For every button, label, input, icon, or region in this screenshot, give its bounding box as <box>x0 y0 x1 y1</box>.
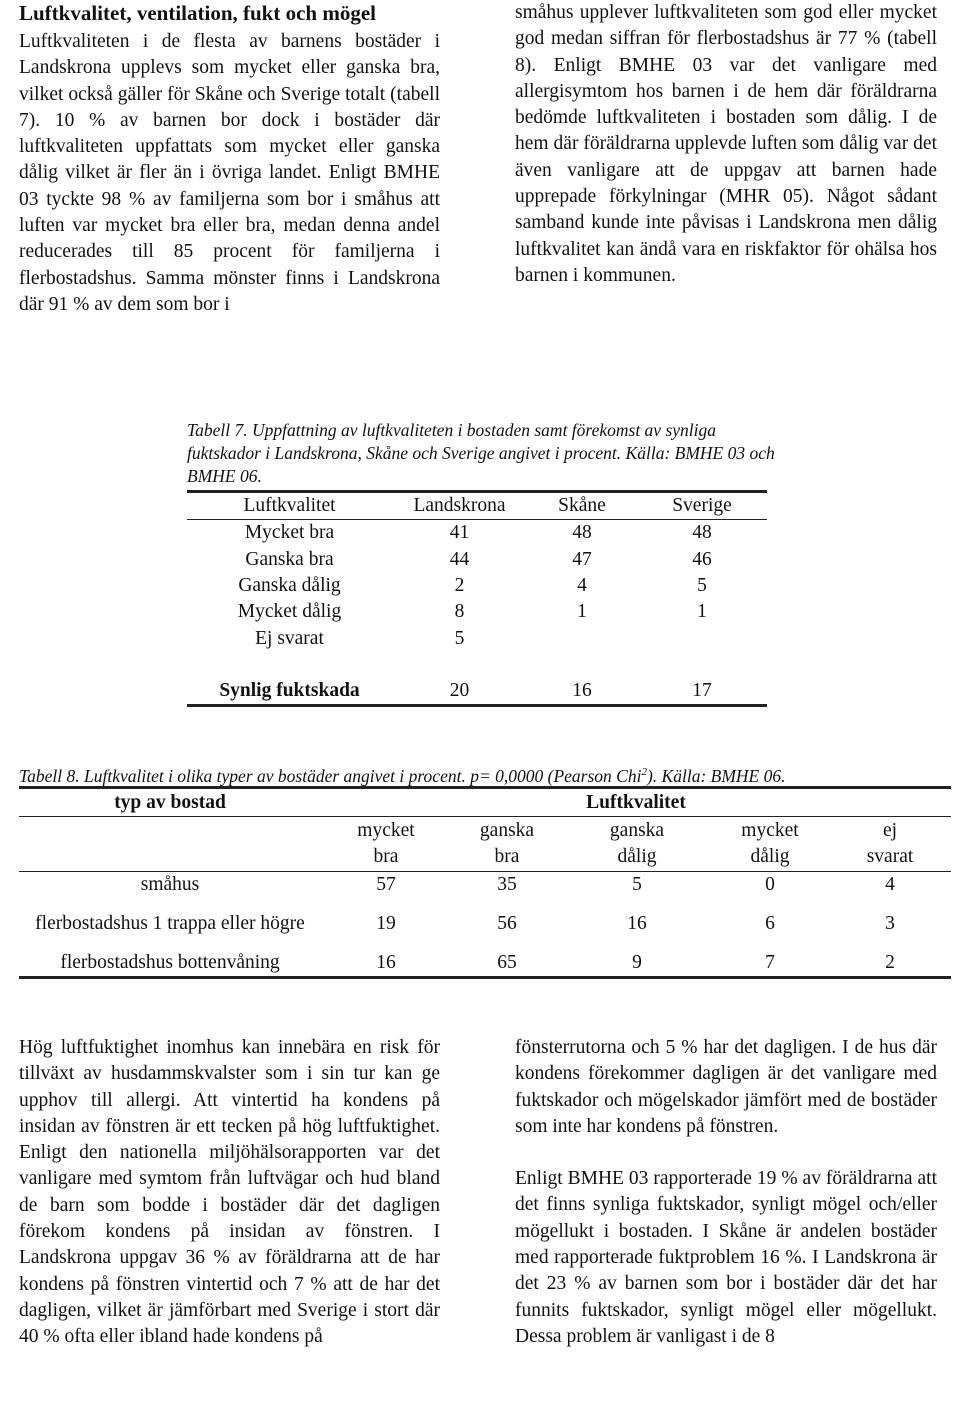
table-cell: Mycket bra <box>244 522 335 544</box>
table-cell: 5 <box>697 575 707 597</box>
table7-header: Landskrona <box>392 492 527 520</box>
table-cell <box>187 652 392 678</box>
table-cell: 7 <box>711 950 829 978</box>
table-cell: 4 <box>577 575 587 597</box>
table-cell: 16 <box>321 950 451 978</box>
body-paragraph: småhus upplever luftkvaliteten som god eller mycket god medan siffran för flerbostadshus är 77 % (tabell 8). Enligt BMHE 03 var det vanligare med allergisymtom hos barnen i de hem där föräldrarna bedömde luftkvaliteten i bostaden som dålig. I de hem där föräldrarna upplevde luften som dålig var det även vanligare att de uppgav att barnen hade upprepade förkylningar (MHR 05). Något sådant samband kunde inte påvisas i Landskrona men dålig luftkvalitet kan ändå vara en riskfaktor för ohälsa hos barnen i kommunen. <box>515 2 937 286</box>
table-cell: Ej svarat <box>255 627 324 649</box>
table-row <box>187 678 767 706</box>
top-left-column <box>19 0 440 318</box>
table8-group-header-row <box>19 788 951 817</box>
table-cell: 20 <box>392 678 527 706</box>
table-cell: 46 <box>692 548 712 570</box>
table8-group-header: typ av bostad <box>19 788 321 817</box>
table-row <box>187 625 767 651</box>
table-cell: 16 <box>527 678 637 706</box>
table-row <box>187 547 767 573</box>
bottom-left-column <box>19 1035 440 1351</box>
table-cell: 9 <box>563 950 711 978</box>
table-cell: 48 <box>572 522 592 544</box>
table7 <box>187 490 767 707</box>
table7-header: Sverige <box>637 492 767 520</box>
table-cell: flerbostadshus bottenvåning <box>19 950 321 978</box>
table8-caption-prefix: Tabell 8. Luftkvalitet i olika typer av bostäder angivet i procent. p= 0,0000 (Pearson Chi <box>19 765 642 786</box>
table-cell: småhus <box>140 874 200 895</box>
table-cell <box>527 625 637 651</box>
table-row <box>187 573 767 599</box>
table-cell: 65 <box>451 950 563 978</box>
table-row <box>19 950 951 978</box>
table-cell <box>392 652 527 678</box>
body-paragraph: Enligt BMHE 03 rapporterade 19 % av föräldrarna att det finns synliga fuktskador, synligt mögel och/eller mögellukt i bostaden. I Skåne är andelen bostäder med rapporterade fuktproblem 16 %. I Landskrona är det 23 % av barnen som bor i bostäder där det har funnits fuktskador, synligt mögel eller mögellukt. Dessa problem är vanligast i de 8 <box>515 1168 937 1347</box>
table-cell: Ganska dålig <box>238 575 341 597</box>
table8-subheader: ganska dålig <box>563 817 711 872</box>
table-cell: 17 <box>637 678 767 706</box>
table-cell: 16 <box>627 913 647 934</box>
table-row-spacer <box>187 652 767 678</box>
table-cell <box>637 625 767 651</box>
table8-caption-suffix: ). Källa: BMHE 06. <box>646 765 786 786</box>
table-cell: 0 <box>765 874 775 895</box>
table-cell <box>527 652 637 678</box>
table-cell: 1 <box>577 601 587 623</box>
table8-caption-sup: 2 <box>641 766 647 778</box>
table8-subheader: ganska bra <box>451 817 563 872</box>
table8-subheader: mycket bra <box>321 817 451 872</box>
table-cell: 3 <box>885 913 895 934</box>
table7-header: Skåne <box>527 492 637 520</box>
table-cell: 35 <box>497 874 517 895</box>
top-right-column <box>515 0 937 289</box>
table-cell: 5 <box>632 874 642 895</box>
table-cell: 44 <box>449 548 470 570</box>
table8-caption <box>19 761 954 788</box>
table-cell: Ganska bra <box>245 548 334 570</box>
table-cell: Mycket dålig <box>237 601 342 623</box>
table-cell: 6 <box>765 913 775 934</box>
table-cell: 57 <box>376 874 396 895</box>
body-paragraph: Hög luftfuktighet inomhus kan innebära en risk för tillväxt av husdammskvalster som i sin tur kan ge upphov till allergi. Att vintertid ha kondens på insidan av fönstren är ett tecken på hög luftfuktighet. Enligt den nationella miljöhälsorapporten var det vanligare med symtom från luftvägar och hud bland de barn som bodde i bostäder där det dagligen förekom kondens på insidan av fönstren. I Landskrona uppgav 36 % av föräldrarna att de har kondens på fönstren vintertid och 7 % att de har det dagligen, vilket är jämförbart med Sverige i stort där 40 % ofta eller ibland hade kondens på <box>19 1037 440 1348</box>
table-cell: 48 <box>692 522 712 544</box>
table-cell: 8 <box>454 601 465 623</box>
table8 <box>19 786 951 979</box>
table-cell: 41 <box>449 522 470 544</box>
table8-subheader-row <box>19 817 951 872</box>
body-paragraph: fönsterrutorna och 5 % har det dagligen. I de hus där kondens förekommer dagligen är det vanligare med fuktskador och mögelskador jämfört med de bostäder som inte har kondens på fönstren. <box>515 1037 937 1137</box>
table-cell: Synlig fuktskada <box>187 678 392 706</box>
table-row <box>19 872 951 899</box>
table-cell: 2 <box>454 575 465 597</box>
table-cell: 47 <box>572 548 592 570</box>
table-cell: 19 <box>376 913 396 934</box>
table7-caption: Tabell 7. Uppfattning av luftkvaliteten i bostaden samt förekomst av synliga fuktskador i Landskrona, Skåne och Sverige angivet i procent. Källa: BMHE 03 och BMHE 06. <box>187 420 775 486</box>
table-cell: flerbostadshus 1 trappa eller högre <box>35 913 305 934</box>
table-cell: 56 <box>497 913 517 934</box>
table-cell <box>19 817 321 872</box>
table7-header: Luftkvalitet <box>187 492 392 520</box>
table8-subheader: mycket dålig <box>711 817 829 872</box>
bottom-right-column <box>515 1035 937 1350</box>
table-cell: 5 <box>454 627 465 649</box>
table-cell: 2 <box>829 950 951 978</box>
table-cell: 4 <box>885 874 895 895</box>
section-heading: Luftkvalitet, ventilation, fukt och mögel <box>19 1 376 25</box>
table-cell <box>637 652 767 678</box>
body-paragraph: Luftkvaliteten i de flesta av barnens bostäder i Landskrona upplevs som mycket eller ganska bra, vilket också gäller för Skåne och Sverige totalt (tabell 7). 10 % av barnen bor dock i bostäder där luftkvaliteten uppfattats som mycket eller ganska dålig vilket är fler än i övriga landet. Enligt BMHE 03 tyckte 98 % av familjerna som bor i småhus att luften var mycket bra eller bra, medan denna andel reducerades till 85 procent för familjerna i flerbostadshus. Samma mönster finns i Landskrona där 91 % av dem som bor i <box>19 31 440 315</box>
table8-group-header: Luftkvalitet <box>321 788 951 817</box>
table8-subheader: ej svarat <box>829 817 951 872</box>
table7-header-row <box>187 492 767 520</box>
table-row <box>187 520 767 547</box>
table-row <box>187 599 767 625</box>
table-cell: 1 <box>697 601 707 623</box>
table-row <box>19 898 951 950</box>
